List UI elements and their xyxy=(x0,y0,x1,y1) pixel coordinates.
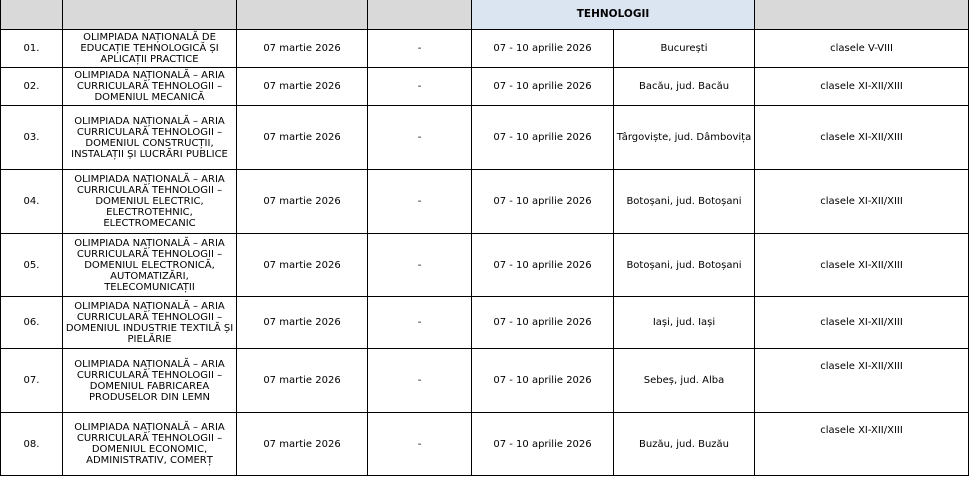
national-stage-date: 07 - 10 aprilie 2026 xyxy=(472,297,614,349)
section-title: TEHNOLOGII xyxy=(472,0,755,30)
olympiad-name: OLIMPIADA NAȚIONALĂ – ARIA CURRICULARĂ TEHNOLOGII – DOMENIUL ELECTRIC, ELECTROTEHNIC, ELECTROMECANIC xyxy=(63,170,237,234)
county-stage-date: - xyxy=(368,30,472,68)
table-row xyxy=(1,170,969,234)
row-number: 05. xyxy=(1,234,63,297)
location: Botoșani, jud. Botoșani xyxy=(614,234,755,297)
location: Bacău, jud. Bacău xyxy=(614,68,755,106)
county-stage-date: - xyxy=(368,234,472,297)
table-row xyxy=(1,68,969,106)
table-row xyxy=(1,106,969,170)
table-row xyxy=(1,30,969,68)
olympiad-name: OLIMPIADA NAȚIONALĂ – ARIA CURRICULARĂ TEHNOLOGII – DOMENIUL MECANICĂ xyxy=(63,68,237,106)
local-stage-date: 07 martie 2026 xyxy=(237,413,368,476)
location: Buzău, jud. Buzău xyxy=(614,413,755,476)
olympiad-name: OLIMPIADA NAȚIONALĂ – ARIA CURRICULARĂ TEHNOLOGII – DOMENIUL FABRICAREA PRODUSELOR DIN LEMN xyxy=(63,349,237,413)
county-stage-date: - xyxy=(368,413,472,476)
location: Botoșani, jud. Botoșani xyxy=(614,170,755,234)
row-number: 06. xyxy=(1,297,63,349)
national-stage-date: 07 - 10 aprilie 2026 xyxy=(472,349,614,413)
location: Târgoviște, jud. Dâmbovița xyxy=(614,106,755,170)
national-stage-date: 07 - 10 aprilie 2026 xyxy=(472,30,614,68)
local-stage-date: 07 martie 2026 xyxy=(237,170,368,234)
classes: clasele XI-XII/XIII xyxy=(755,413,969,476)
local-stage-date: 07 martie 2026 xyxy=(237,106,368,170)
blank-cell xyxy=(1,0,63,30)
section-header-row xyxy=(1,0,969,30)
blank-cell xyxy=(237,0,368,30)
olympiad-name: OLIMPIADA NAȚIONALĂ DE EDUCAȚIE TEHNOLOGICĂ ȘI APLICAȚII PRACTICE xyxy=(63,30,237,68)
blank-cell xyxy=(368,0,472,30)
classes: clasele XI-XII/XIII xyxy=(755,68,969,106)
local-stage-date: 07 martie 2026 xyxy=(237,297,368,349)
olympiad-name: OLIMPIADA NAȚIONALĂ – ARIA CURRICULARĂ TEHNOLOGII – DOMENIUL ECONOMIC, ADMINISTRATIV, COMERȚ xyxy=(63,413,237,476)
olympiad-name: OLIMPIADA NAȚIONALĂ – ARIA CURRICULARĂ TEHNOLOGII – DOMENIUL ELECTRONICĂ, AUTOMATIZĂRI, TELECOMUNICAȚII xyxy=(63,234,237,297)
county-stage-date: - xyxy=(368,106,472,170)
table-row xyxy=(1,349,969,413)
national-stage-date: 07 - 10 aprilie 2026 xyxy=(472,106,614,170)
classes: clasele XI-XII/XIII xyxy=(755,170,969,234)
county-stage-date: - xyxy=(368,297,472,349)
row-number: 07. xyxy=(1,349,63,413)
location: Sebeș, jud. Alba xyxy=(614,349,755,413)
blank-cell xyxy=(63,0,237,30)
olympiad-name: OLIMPIADA NAȚIONALĂ – ARIA CURRICULARĂ TEHNOLOGII – DOMENIUL CONSTRUCȚII, INSTALAȚII ȘI LUCRĂRI PUBLICE xyxy=(63,106,237,170)
national-stage-date: 07 - 10 aprilie 2026 xyxy=(472,68,614,106)
row-number: 01. xyxy=(1,30,63,68)
local-stage-date: 07 martie 2026 xyxy=(237,234,368,297)
county-stage-date: - xyxy=(368,68,472,106)
table-row xyxy=(1,234,969,297)
classes: clasele XI-XII/XIII xyxy=(755,234,969,297)
classes: clasele V-VIII xyxy=(755,30,969,68)
local-stage-date: 07 martie 2026 xyxy=(237,30,368,68)
row-number: 02. xyxy=(1,68,63,106)
olympiad-name: OLIMPIADA NAȚIONALĂ – ARIA CURRICULARĂ TEHNOLOGII – DOMENIUL INDUSTRIE TEXTILĂ ȘI PIELĂRIE xyxy=(63,297,237,349)
classes: clasele XI-XII/XIII xyxy=(755,349,969,413)
national-stage-date: 07 - 10 aprilie 2026 xyxy=(472,234,614,297)
row-number: 03. xyxy=(1,106,63,170)
table-row xyxy=(1,297,969,349)
location: Iași, jud. Iași xyxy=(614,297,755,349)
county-stage-date: - xyxy=(368,170,472,234)
location: București xyxy=(614,30,755,68)
local-stage-date: 07 martie 2026 xyxy=(237,68,368,106)
national-stage-date: 07 - 10 aprilie 2026 xyxy=(472,413,614,476)
row-number: 08. xyxy=(1,413,63,476)
table-row xyxy=(1,413,969,476)
row-number: 04. xyxy=(1,170,63,234)
national-stage-date: 07 - 10 aprilie 2026 xyxy=(472,170,614,234)
local-stage-date: 07 martie 2026 xyxy=(237,349,368,413)
classes: clasele XI-XII/XIII xyxy=(755,297,969,349)
county-stage-date: - xyxy=(368,349,472,413)
blank-cell xyxy=(755,0,969,30)
classes: clasele XI-XII/XIII xyxy=(755,106,969,170)
